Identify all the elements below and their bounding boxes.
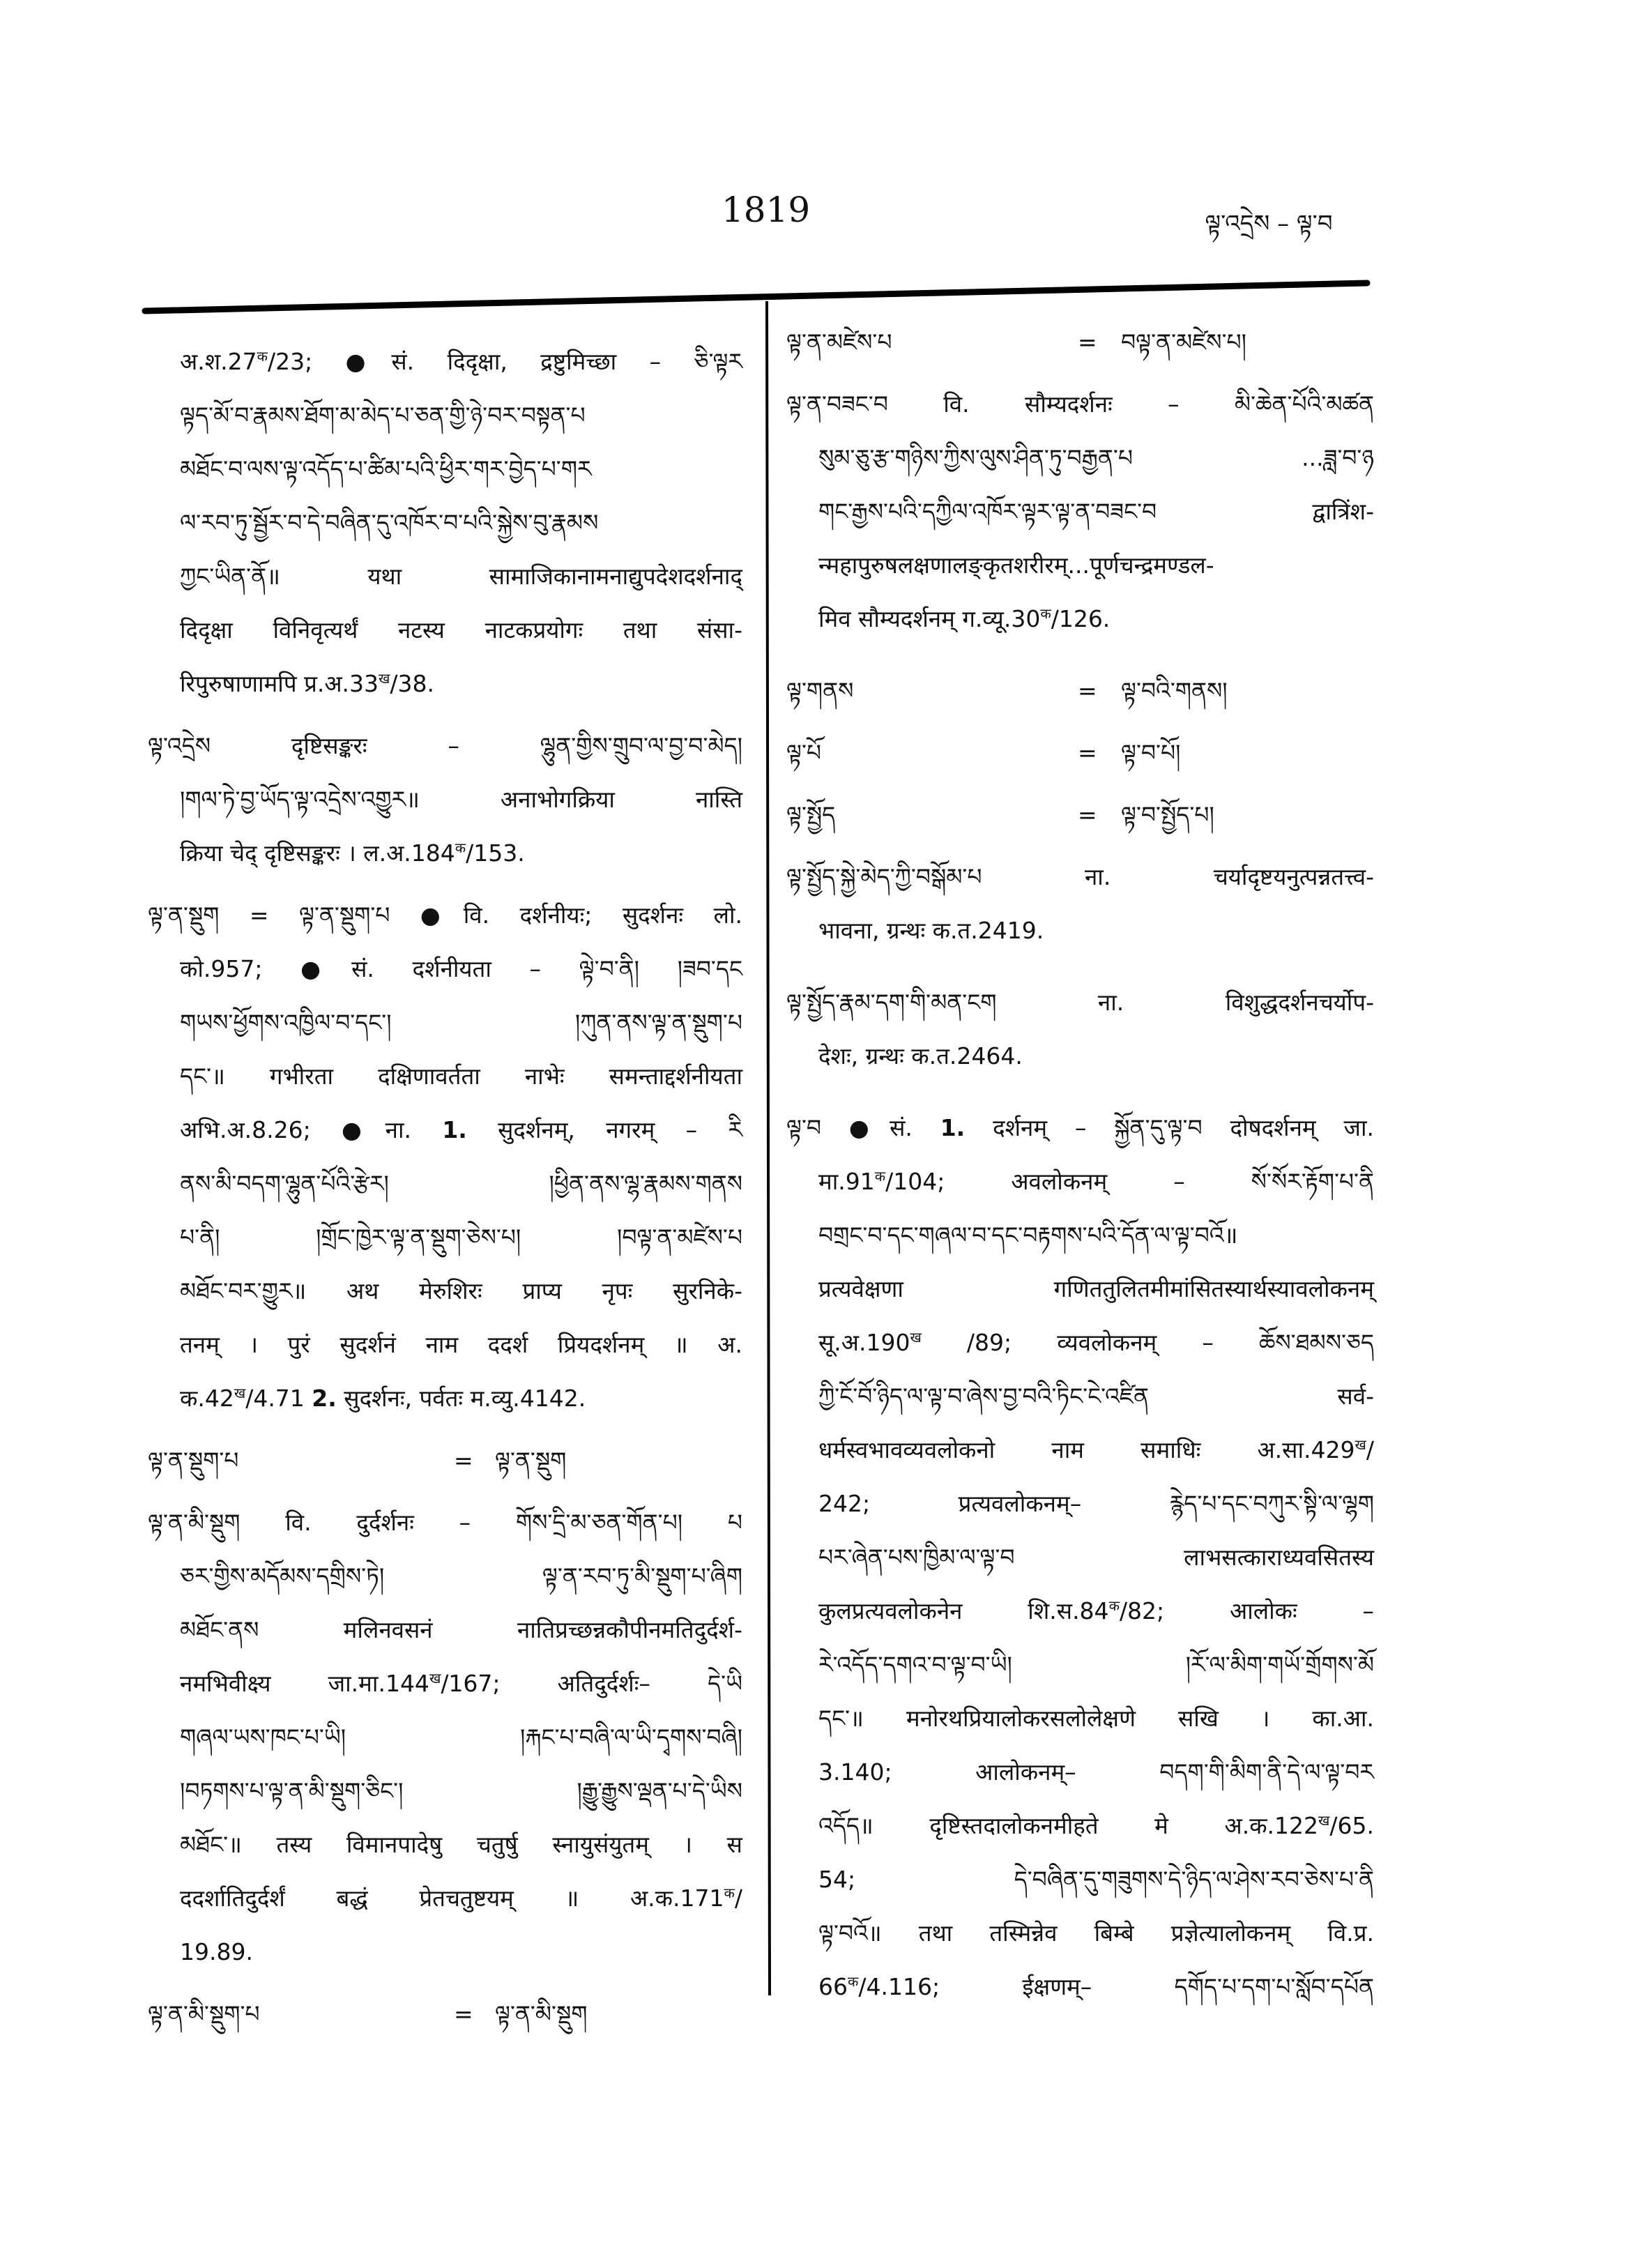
equals-sign: = [1078, 328, 1097, 356]
entry-text: གཡས་ཕྱོགས་འཁྱིལ་བ་དང་། །ཀུན་ནས་ལྟ་ན་སྡུག་པ [180, 1009, 742, 1036]
entry-text: ལྟ་འདྲེས दृष्टिसङ्करः – ལྷུན་གྱིས་གྲུབ་ལ་བྱ་བ་མེད། [148, 732, 742, 759]
entry-line [148, 1371, 742, 1425]
entry-line [786, 1799, 1374, 1852]
entry-text: མཐོང་བ་ལས་ལྟ་འདོད་པ་ཚིམ་པའི་ཕྱིར་གར་བྱེད་པ་གར [180, 455, 592, 482]
entry-text: देशः, ग्रन्थः क.त.2464. [818, 1042, 1023, 1070]
entry-first-line [786, 377, 1374, 431]
entry-text: धर्मस्वभावव्यवलोकनो नाम समाधिः अ.सा.429 [818, 1436, 1355, 1463]
headword: ལྟ་སྤྱོད [786, 801, 836, 828]
entry-text: अभि.अ.8.26; ●ना. [180, 1116, 443, 1143]
entry-line [148, 942, 742, 996]
sense-number: 2. [312, 1385, 337, 1412]
entry-text: दर्शनम् – སྐྱོན་དུ་ལྟ་བ दोषदर्शनम् जा. [965, 1114, 1374, 1141]
entry-first-line [148, 719, 742, 773]
entry-text: ལྟ་སྤྱོད་སྐྱེ་མེད་ཀྱི་བསྒོམ་པ ना. चर्यादृष्टयनुत्पन्नतत्त्व- [786, 863, 1374, 890]
cross-reference-target: བལྟ་ན་མཛེས་པ། [1121, 328, 1246, 356]
entry-line [148, 603, 742, 657]
entry-line [148, 442, 742, 496]
entry-text: दिदृक्षा विनिवृत्यर्थं नटस्य नाटकप्रयोगः तथा संसा- [180, 616, 742, 644]
entry-text: /23; ●सं. दिदृक्षा, द्रष्टुमिच्छा – ཅི་ལྟར [268, 348, 742, 375]
column-divider [767, 301, 770, 1995]
dictionary-entry [148, 719, 742, 880]
entry-line [786, 1029, 1374, 1083]
cross-reference-row [786, 664, 1374, 717]
entry-text: अ.श.27 [180, 348, 257, 375]
entry-line [786, 1208, 1374, 1262]
entry-text: ལྟ་སྤྱོད་རྣམ་དག་གི་མན་ངག ना. विशुद्धदर्शनचर्योप- [786, 989, 1374, 1016]
page-number: 1819 [722, 190, 811, 230]
dictionary-entry [786, 850, 1374, 957]
dictionary-entry [786, 315, 1374, 369]
entry-text: མཐོང་॥ तस्य विमानपादेषु चतुर्षु स्नायुसंयुतम् । स [180, 1831, 742, 1858]
entry-line [786, 485, 1374, 538]
entry-line [148, 1210, 742, 1264]
headword: ལྟ་གནས [786, 677, 854, 704]
equals-sign: = [1078, 739, 1097, 766]
cross-reference-row [148, 1433, 742, 1487]
entry-text: 3.140; आलोकनम्– བདག་གི་མིག་ནི་དེ་ལ་ལྟ་བར [818, 1758, 1374, 1786]
folio-side-superscript: ख [1318, 1812, 1330, 1829]
entry-text: क्रिया चेद् दृष्टिसङ्करः । ल.अ.184 [180, 839, 455, 867]
entry-line [148, 1049, 742, 1103]
entry-text: मिव सौम्यदर्शनम् ग.व्यू.30 [818, 605, 1041, 632]
entry-line [786, 1477, 1374, 1530]
entry-line [786, 1638, 1374, 1691]
cross-reference-row [786, 726, 1374, 779]
entry-line [786, 904, 1374, 957]
entry-text: ལྟ་ན་མི་སྡུག वि. दुर्दर्शनः – གོས་དྲི་མ་ཅན་གོན་པ། པ [148, 1509, 742, 1536]
dictionary-entry [148, 1987, 742, 2041]
entry-text: कुलप्रत्यवलोकनेन शि.स.84 [818, 1597, 1109, 1624]
headword: ལྟ་ན་སྡུག་པ [148, 1447, 239, 1474]
entry-text: གང་རྒྱས་པའི་དཀྱིལ་འཁོར་ལྟར་ལྟ་ན་བཟང་བ द्वात्रिंश- [818, 498, 1374, 525]
entry-text: ཀྱི་ངོ་བོ་ཉིད་ལ་ལྟ་བ་ཞེས་བྱ་བའི་ཏིང་ངེ་འཛིན सर्व- [818, 1383, 1374, 1410]
entry-text: ནས་མི་བདག་ལྷུན་པོའི་རྩེར། །ཕྱིན་ནས་ལྷ་རྣམས་གནས [180, 1170, 742, 1197]
entry-text: བགྲང་བ་དང་གཞལ་བ་དང་བརྟགས་པའི་དོན་ལ་ལྟ་བའོ॥ [818, 1221, 1238, 1249]
entry-line [148, 1925, 742, 1979]
entry-line [786, 1423, 1374, 1477]
entry-text: न्महापुरुषलक्षणालङ्कृतशरीरम्...पूर्णचन्द्रमण्डल- [818, 551, 1214, 579]
entry-line [148, 1103, 742, 1157]
entry-text: /104; अवलोकनम् – སོ་སོར་རྟོག་པ་ནི [885, 1168, 1374, 1195]
cross-reference-target: ལྟ་བ་པོ། [1121, 739, 1181, 766]
folio-side-superscript: क [724, 1885, 735, 1901]
entry-line [148, 657, 742, 710]
entry-line [148, 1318, 742, 1371]
entry-text: མཐོང་ནས मलिनवसनं नातिप्रच्छन्नकौपीनमतिदुर्दर्श- [180, 1616, 742, 1643]
entry-text: རེ་འདོད་དགའ་བ་ལྟ་བ་ཡི། །རོ་ལ་མིག་གཡོ་གྲོགས་མོ [818, 1651, 1374, 1678]
equals-sign: = [454, 1447, 473, 1474]
entry-text: /4.116; ईक्षणम्– དགོད་པ་དག་པ་སློབ་དཔོན [858, 1973, 1374, 2000]
entry-text: /126. [1051, 605, 1111, 632]
entry-text: मा.91 [818, 1168, 875, 1195]
dictionary-entry [148, 1433, 742, 1487]
entry-text: ददर्शातिदुर्दर्शं बद्धं प्रेतचतुष्टयम् ॥ अ.क.171 [180, 1885, 724, 1912]
cross-reference-target: ལྟ་བ་སྤྱོད་པ། [1121, 801, 1214, 828]
equals-sign: = [1078, 801, 1097, 828]
entry-text: को.957; ●सं. दर्शनीयता – ལྟེ་བ་ནི། །ཟབ་དང [180, 955, 742, 982]
dictionary-entry [148, 1495, 742, 1979]
entry-text: प्रत्यवेक्षणा गणिततुलितमीमांसितस्यार्थस्यावलोकनम् [818, 1275, 1374, 1302]
entry-line [786, 592, 1374, 646]
entry-line [148, 1157, 742, 1210]
entry-text: सुदर्शनः, पर्वतः म.व्यु.4142. [336, 1385, 586, 1412]
entry-text: །བཏགས་པ་ལྟ་ན་མི་སྡུག་ཅིང་། །རྒྱུ་རྒྱུས་ལྡན་པ་དེ་ཡིས [180, 1777, 742, 1804]
entry-line [148, 1764, 742, 1818]
entry-text: /4.71 [245, 1385, 312, 1412]
dictionary-entry [786, 377, 1374, 646]
entry-text: སུམ་ཅུ་རྩ་གཉིས་ཀྱིས་ལུས་ཤིན་ཏུ་བརྒྱན་པ ...ཟླ་བ་ཉ [818, 444, 1374, 471]
entry-first-line [786, 1101, 1374, 1155]
entry-line [148, 1603, 742, 1657]
entry-text: तनम् । पुरं सुदर्शनं नाम ददर्श प्रियदर्शनम् ॥ अ. [180, 1331, 742, 1358]
folio-side-superscript: ख [1355, 1436, 1366, 1453]
dictionary-entry [786, 664, 1374, 717]
folio-side-superscript: क [257, 348, 268, 365]
entry-text: सू.अ.190 [818, 1329, 910, 1356]
entry-text: ལྟ་བ ●सं. [786, 1114, 940, 1141]
entry-text: 54; དེ་བཞིན་དུ་གཟུགས་དེ་ཉིད་ལ་ཤེས་རབ་ཅེས་པ་ནི [818, 1866, 1374, 1893]
entry-text: ལྟ་བའོ॥ तथा तस्मिन्नेव बिम्बे प्रज्ञेत्यालोकनम् वि.प्र. [818, 1919, 1374, 1947]
entry-line [148, 1710, 742, 1764]
entry-text: /153. [466, 839, 525, 867]
entry-line [786, 1960, 1374, 2014]
entry-text: ཀྱང་ཡིན་ནོ॥ यथा सामाजिकानामनाद्युपदेशदर्शनाद् [180, 563, 742, 590]
folio-side-superscript: क [874, 1168, 886, 1185]
dictionary-entry [148, 335, 742, 710]
entry-line [786, 1906, 1374, 1960]
left-column [148, 335, 742, 2049]
entry-line [786, 1584, 1374, 1638]
entry-text: ཅར་གྱིས་མདོམས་དགྲིས་ཏེ། ལྟ་ན་རབ་ཏུ་མི་སྡུག་པ་ཞིག [180, 1562, 742, 1590]
entry-text: सुदर्शनम्, नगरम् – རི [466, 1116, 743, 1143]
entry-line [786, 1262, 1374, 1316]
entry-line [148, 496, 742, 549]
entry-text: ལྟ་ན་སྡུག = ལྟ་ན་སྡུག་པ ●वि. दर्शनीयः; सुदर्शनः लो. [148, 901, 742, 929]
right-column [786, 315, 1374, 2022]
cross-reference-target: ལྟ་ན་སྡུག [495, 1447, 567, 1474]
folio-side-superscript: ख [910, 1329, 922, 1346]
entry-text: भावना, ग्रन्थः क.त.2419. [818, 917, 1044, 944]
entry-text: ལ་རབ་ཏུ་སྦྱོར་བ་དེ་བཞིན་དུ་འཁོར་བ་པའི་སྐྱེས་བུ་རྣམས [180, 509, 599, 536]
entry-line [148, 549, 742, 603]
entry-line [148, 1264, 742, 1318]
entry-text: / [1366, 1436, 1374, 1463]
entry-first-line [148, 1495, 742, 1549]
entry-line [148, 996, 742, 1049]
entry-line [786, 1852, 1374, 1906]
entry-first-line [148, 888, 742, 942]
cross-reference-target: ལྟ་ན་མི་སྡུག [495, 2000, 588, 2027]
headword: ལྟ་ན་མཛེས་པ [786, 328, 892, 356]
entry-line [786, 1745, 1374, 1799]
entry-line [148, 826, 742, 880]
entry-text: 66 [818, 1973, 848, 2000]
entry-text: འདོད॥ दृष्टिस्तदालोकनमीहते मे अ.क.122 [818, 1812, 1319, 1839]
entry-text: नमभिवीक्ष्य जा.मा.144 [180, 1670, 429, 1697]
entry-line [148, 388, 742, 442]
entry-text: །གལ་ཏེ་བྱ་ཡོད་ལྟ་འདྲེས་འགྱུར॥ अनाभोगक्रिया नास्ति [180, 786, 742, 813]
dictionary-entry [786, 1101, 1374, 2014]
entry-line [148, 1657, 742, 1710]
folio-side-superscript: क [848, 1973, 859, 1990]
entry-first-line [786, 975, 1374, 1029]
entry-text: 242; प्रत्यवलोकनम्– རྙེད་པ་དང་བཀུར་སྟི་ལ་ལྷག [818, 1490, 1374, 1517]
headword: ལྟ་པོ [786, 739, 822, 766]
entry-line [148, 1818, 742, 1871]
entry-first-line [786, 850, 1374, 904]
entry-first-line [148, 335, 742, 388]
entry-text: གཞལ་ཡས་ཁང་པ་ཡི། །རྐང་པ་བཞི་ལ་ཡི་དྭགས་བཞི། [180, 1723, 742, 1751]
entry-line [786, 1369, 1374, 1423]
entry-text: མཐོང་བར་གྱུར॥ अथ मेरुशिरः प्राप्य नृपः सुरनिके- [180, 1277, 742, 1304]
entry-line [786, 538, 1374, 592]
entry-text: ལྟ་ན་བཟང་བ वि. सौम्यदर्शनः – མི་ཆེན་པོའི་མཚན [786, 390, 1374, 418]
folio-side-superscript: क [455, 839, 466, 856]
folio-side-superscript: ख [234, 1385, 246, 1401]
entry-text: /38. [390, 670, 435, 697]
entry-line [786, 1155, 1374, 1208]
entry-text: / [734, 1885, 742, 1912]
dictionary-entry [786, 975, 1374, 1083]
entry-line [148, 773, 742, 826]
folio-side-superscript: ख [429, 1670, 441, 1687]
entry-text: 19.89. [180, 1938, 253, 1965]
entry-text: /89; व्यवलोकनम् – ཆོས་ཐམས་ཅད [921, 1329, 1374, 1356]
cross-reference-row [786, 315, 1374, 369]
equals-sign: = [454, 2000, 473, 2027]
headword: ལྟ་ན་མི་སྡུག་པ [148, 2000, 260, 2027]
folio-side-superscript: क [1040, 605, 1051, 622]
entry-line [148, 1871, 742, 1925]
sense-number: 1. [940, 1114, 966, 1141]
entry-text: /82; आलोकः – [1119, 1597, 1374, 1624]
cross-reference-row [148, 1987, 742, 2041]
entry-line [148, 1549, 742, 1603]
folio-side-superscript: क [1108, 1597, 1120, 1614]
entry-line [786, 1316, 1374, 1369]
entry-text: པ་ནི། །གྲོང་ཁྱེར་ལྟ་ན་སྡུག་ཅེས་པ། །བལྟ་ན་མཛེས་པ [180, 1224, 742, 1251]
cross-reference-row [786, 788, 1374, 842]
entry-line [786, 1530, 1374, 1584]
dictionary-entry [786, 788, 1374, 842]
entry-text: /65. [1329, 1812, 1374, 1839]
entry-text: དང་॥ गभीरता दक्षिणावर्तता नाभेः समन्ताद्दर्शनीयता [180, 1063, 742, 1090]
entry-text: དང་॥ मनोरथप्रियालोकरसलोलेक्षणे सखि । का.आ. [818, 1705, 1374, 1732]
equals-sign: = [1078, 677, 1097, 704]
dictionary-entry [786, 726, 1374, 779]
running-head: ལྟ་འདྲེས – ལྟ་བ [1205, 210, 1333, 238]
entry-line [786, 431, 1374, 485]
sense-number: 1. [442, 1116, 467, 1143]
entry-text: ལྟད་མོ་བ་རྣམས་ཐོག་མ་མེད་པ་ཅན་གྱི་ཉེ་བར་བསྟན་པ [180, 402, 586, 429]
dictionary-entry [148, 888, 742, 1425]
entry-text: /167; अतिदुर्दर्शः– དེ་ཡི [441, 1670, 742, 1697]
entry-line [786, 1691, 1374, 1745]
folio-side-superscript: ख [379, 670, 390, 687]
entry-text: रिपुरुषाणामपि प्र.अ.33 [180, 670, 379, 697]
cross-reference-target: ལྟ་བའི་གནས། [1121, 677, 1228, 704]
entry-text: क.42 [180, 1385, 234, 1412]
entry-text: པར་ཞེན་པས་ཁྱིམ་ལ་ལྟ་བ लाभसत्काराध्यवसितस्य [818, 1544, 1374, 1571]
header-rule [145, 283, 1367, 311]
